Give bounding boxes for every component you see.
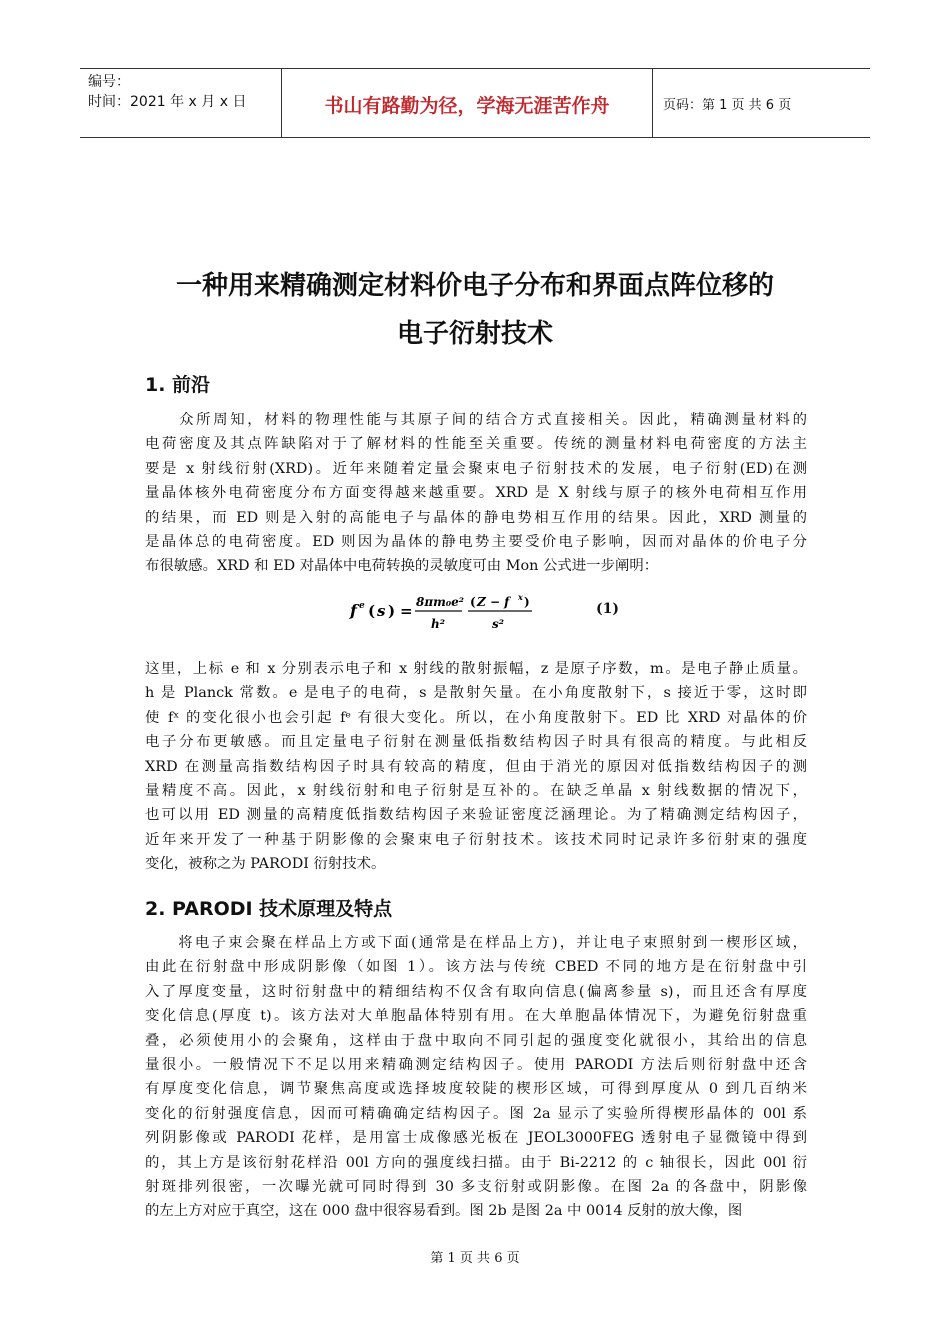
formula-num2: Z − f bbox=[477, 595, 510, 609]
text-line: 电荷密度及其点阵缺陷对于了解材料的性能至关重要。传统的测量材料电荷密度的方法主 bbox=[145, 436, 807, 453]
text-line: 的，其上方是该衍射花样沿 00l 方向的强度线扫描。由于 Bi-2212 的 c 轴很长，因此 00l 衍 bbox=[145, 1154, 807, 1171]
text-line: 由此在衍射盘中形成阴影像（如图 1）。该方法与传统 CBED 不同的地方是在衍射盘中引 bbox=[145, 959, 807, 976]
page-footer: 第 1 页 共 6 页 bbox=[430, 1251, 520, 1266]
formula-arg: s bbox=[377, 602, 386, 620]
formula-den2: s² bbox=[492, 617, 505, 631]
header-motto: 书山有路勤为径，学海无涯苦作舟 bbox=[324, 95, 610, 117]
text-line: 叠，必须使用小的会聚角，这样由于盘中取向不同引起的强度变化就很小，其给出的信息 bbox=[145, 1032, 807, 1049]
mott-formula bbox=[348, 590, 538, 638]
text-line: 的结果，而 ED 则是入射的高能电子与晶体的静电势相互作用的结果。因此，XRD 测量的 bbox=[145, 509, 807, 526]
svg-text:): ) bbox=[524, 595, 530, 609]
document-title-line-2: 电子衍射技术 bbox=[396, 319, 553, 349]
text-line: h 是 Planck 常数。e 是电子的电荷，s 是散射矢量。在小角度散射下，s 接近于零，这时即 bbox=[145, 685, 807, 702]
formula-lhs: f bbox=[350, 601, 357, 620]
header-page-info: 页码：第 1 页 共 6 页 bbox=[663, 98, 792, 113]
doc-number-label: 编号： bbox=[88, 74, 130, 90]
text-line: 的左上方对应于真空，这在 000 盘中很容易看到。图 2b 是图 2a 中 0014 反射的放大像，图 bbox=[145, 1203, 743, 1220]
formula-sup-e: e bbox=[359, 601, 365, 611]
text-line: 量晶体核外电荷密度分布方面变得越来越重要。XRD 是 X 射线与原子的核外电荷相互作用 bbox=[145, 485, 807, 502]
text-line: 近年来开发了一种基于阴影像的会聚束电子衍射技术。该技术同时记录许多衍射束的强度 bbox=[145, 831, 807, 848]
svg-text:(: ( bbox=[368, 602, 376, 620]
text-line: 将电子束会聚在样品上方或下面(通常是在样品上方)，并让电子束照射到一楔形区域， bbox=[145, 935, 807, 951]
doc-date: 时间：2021 年 x 月 x 日 bbox=[88, 94, 247, 110]
text-line: 入了厚度变量，这时衍射盘中的精细结构不仅含有取向信息(偏离参量 s)，而且还含有厚度 bbox=[145, 983, 807, 1000]
page-header bbox=[80, 68, 870, 138]
text-line: 列阴影像或 PARODI 花样，是用富士成像感光板在 JEOL3000FEG 透射电子显微镜中得到 bbox=[145, 1130, 807, 1147]
section-1-paragraph-2 bbox=[145, 657, 807, 877]
header-meta bbox=[88, 72, 246, 112]
text-line: 变化的衍射强度信息，因而可精确确定结构因子。图 2a 显示了实验所得楔形晶体的 00l 系 bbox=[145, 1105, 807, 1122]
text-line: 要是 x 射线衍射(XRD)。近年来随着定量会聚束电子衍射技术的发展，电子衍射(ED)在测 bbox=[145, 460, 807, 477]
header-divider bbox=[652, 69, 653, 137]
text-line: 也可以用 ED 测量的高精度低指数结构因子来验证密度泛涵理论。为了精确测定结构因子， bbox=[145, 807, 807, 824]
formula-coef: 8πm₀e² bbox=[416, 595, 464, 609]
text-line: 电子分布更敏感。而且定量电子衍射在测量低指数结构因子时具有很高的精度。与此相反 bbox=[145, 734, 807, 751]
formula-sup-x: x bbox=[518, 592, 523, 602]
text-line: 量很小。一般情况下不足以用来精确测定结构因子。使用 PARODI 方法后则衍射盘中还含 bbox=[145, 1057, 807, 1074]
text-line: 众所周知，材料的物理性能与其原子间的结合方式直接相关。因此，精确测量材料的 bbox=[145, 412, 807, 428]
formula-number: (1) bbox=[596, 601, 619, 617]
text-line: 布很敏感。XRD 和 ED 对晶体中电荷转换的灵敏度可由 Mon 公式进一步阐明： bbox=[145, 558, 659, 575]
section-2-paragraph-1 bbox=[145, 931, 807, 1224]
text-line: 是晶体总的电荷密度。ED 则因为晶体的静电势主要受价电子影响，因而对晶体的价电子分 bbox=[145, 534, 807, 551]
text-line: 变化，被称之为 PARODI 衍射技术。 bbox=[145, 856, 386, 873]
section-heading-2: 2. PARODI 技术原理及特点 bbox=[145, 898, 393, 920]
svg-text:): ) bbox=[388, 602, 396, 620]
document-title-line-1: 一种用来精确测定材料价电子分布和界面点阵位移的 bbox=[175, 271, 774, 301]
text-line: 量精度不高。因此，x 射线衍射和电子衍射是互补的。在缺乏单晶 x 射线数据的情况下， bbox=[145, 783, 807, 800]
text-line: XRD 在测量高指数结构因子时具有较高的精度，但由于消光的原因对低指数结构因子的测 bbox=[145, 758, 807, 775]
section-heading-1: 1. 前沿 bbox=[145, 374, 211, 396]
svg-text:=: = bbox=[400, 602, 413, 620]
text-line: 变化信息(厚度 t)。该方法对大单胞晶体特别有用。在大单胞晶体情况下，为避免衍射盘重 bbox=[145, 1008, 807, 1025]
text-line: 使 fˣ 的变化很小也会引起 fᵉ 有很大变化。所以，在小角度散射下。ED 比 XRD 对晶体的价 bbox=[145, 709, 807, 726]
formula-den1: h² bbox=[431, 617, 445, 631]
text-line: 这里，上标 e 和 x 分别表示电子和 x 射线的散射振幅，z 是原子序数，m。是电子静止质量。 bbox=[145, 661, 807, 677]
text-line: 有厚度变化信息，调节聚焦高度或选择坡度较陡的楔形区域，可得到厚度从 0 到几百纳米 bbox=[145, 1081, 807, 1098]
text-line: 射斑排列很密，一次曝光就可同时得到 30 多支衍射或阴影像。在图 2a 的各盘中，阴影像 bbox=[145, 1179, 807, 1196]
formula-graphic bbox=[348, 590, 538, 634]
section-1-paragraph-1 bbox=[145, 408, 807, 579]
svg-text:(: ( bbox=[470, 595, 476, 609]
